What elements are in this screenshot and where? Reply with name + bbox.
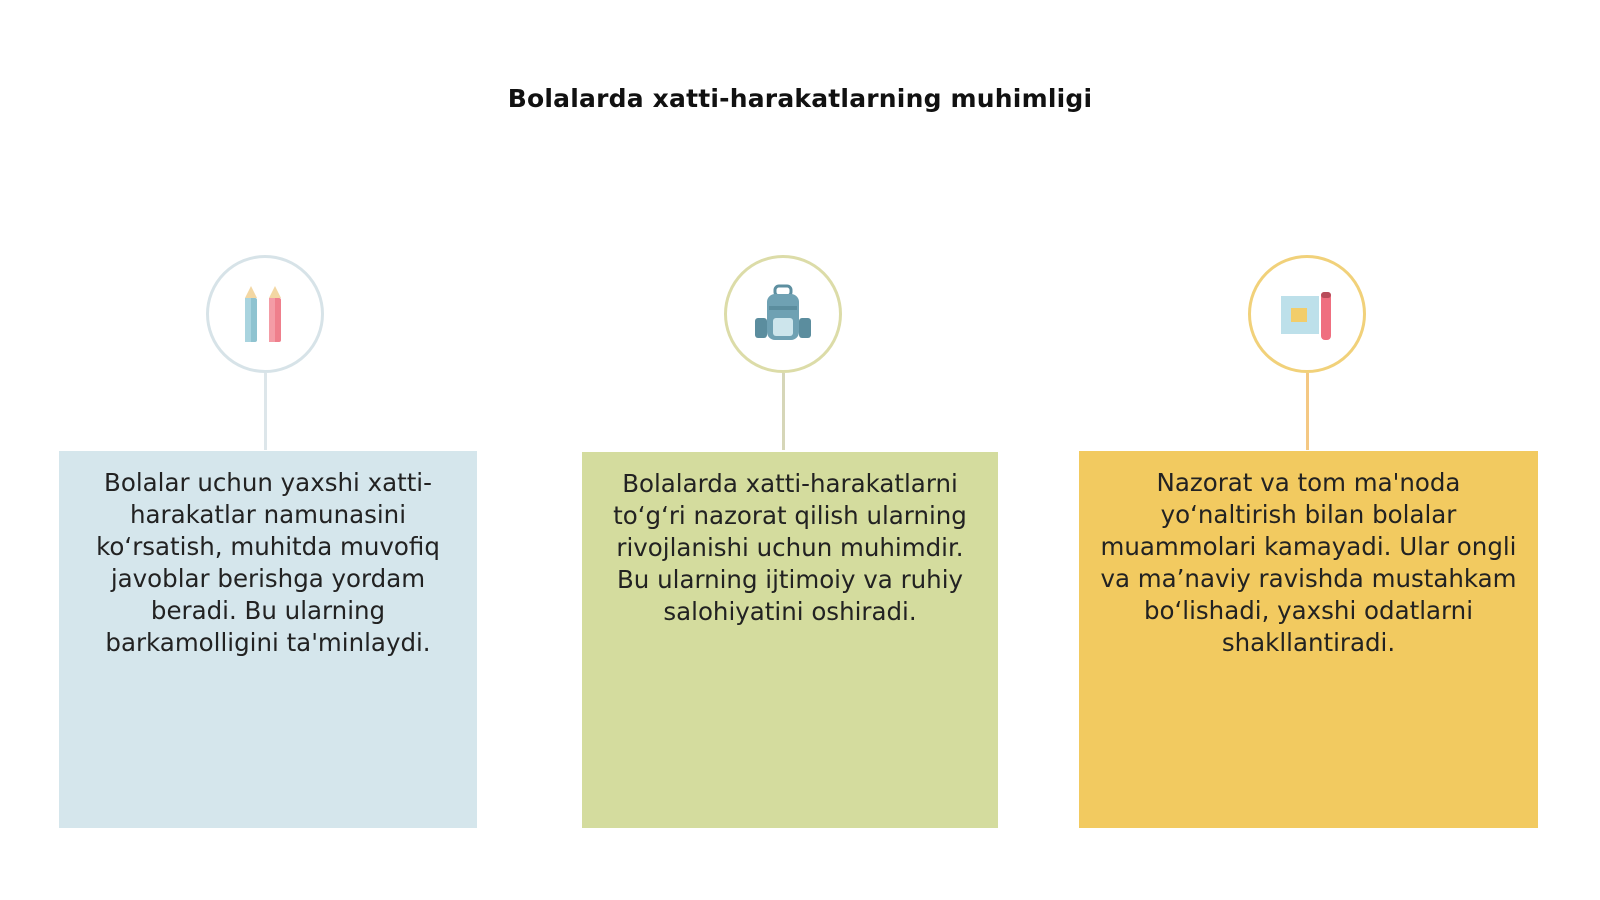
- card-3-text: Nazorat va tom ma'noda yo‘naltirish bilan bolalar muammolari kamayadi. Ular ongli va ma’naviy ravishda mustahkam bo‘lishadi, yaxshi odatlarni shakllantiradi.: [1100, 468, 1517, 657]
- card-3: [1079, 451, 1538, 828]
- card-2-text: Bolalarda xatti-harakatlarni to‘g‘ri nazorat qilish ularning rivojlanishi uchun muhimdir. Bu ularning ijtimoiy va ruhiy salohiyatini oshiradi.: [613, 469, 967, 626]
- connector-line-1: [264, 373, 267, 450]
- backpack-icon: [753, 284, 813, 344]
- page-title: Bolalarda xatti-harakatlarning muhimligi: [507, 84, 1093, 113]
- card-1-text: Bolalar uchun yaxshi xatti-harakatlar namunasini ko‘rsatish, muhitda muvofiq javoblar berishga yordam beradi. Bu ularning barkamolligini ta'minlaydi.: [96, 468, 440, 657]
- icon-circle-2: [724, 255, 842, 373]
- card-2: [582, 452, 998, 828]
- card-1: [59, 451, 477, 828]
- icon-circle-1: [206, 255, 324, 373]
- connector-line-2: [782, 373, 785, 450]
- icon-circle-3: [1248, 255, 1366, 373]
- connector-line-3: [1306, 373, 1309, 450]
- pencils-icon: [237, 282, 293, 346]
- drawing-board-icon: [1277, 284, 1337, 344]
